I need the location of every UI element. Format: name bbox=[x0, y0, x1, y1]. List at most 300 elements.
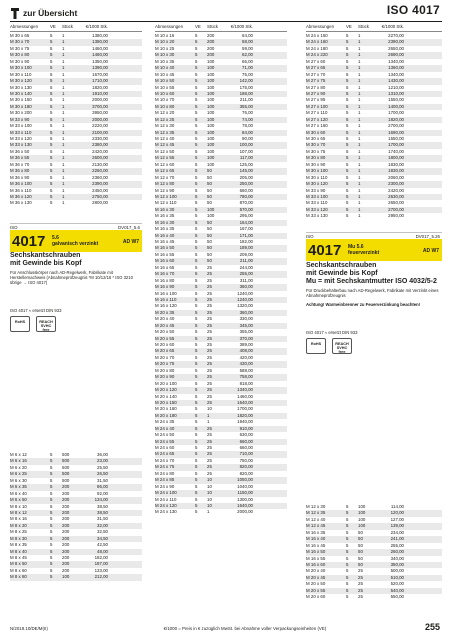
cell-ve: 5 bbox=[50, 45, 53, 51]
cell-dimension: M 16 x 55 bbox=[306, 555, 326, 561]
cell-price: 182,00 bbox=[94, 555, 108, 560]
cell-ve: 5 bbox=[50, 136, 53, 141]
cell-pieces: 50 bbox=[207, 239, 212, 244]
cell-price: 295,00 bbox=[239, 213, 253, 219]
cell-pieces: 1 bbox=[358, 142, 361, 148]
cell-pieces: 50 bbox=[358, 555, 363, 561]
cell-pieces: 25 bbox=[207, 303, 212, 309]
cell-ve: 5 bbox=[195, 187, 198, 193]
cell-price: 32,50 bbox=[97, 529, 108, 535]
cell-dimension: M 33 x 100 bbox=[306, 193, 328, 199]
cell-price: 2100,00 bbox=[92, 129, 108, 135]
cell-pieces: 25 bbox=[207, 322, 212, 328]
header-price: €/1000 Stk. bbox=[85, 23, 108, 29]
cell-ve: 5 bbox=[195, 239, 198, 244]
cell-price: 92,00 bbox=[97, 490, 108, 496]
cell-price: 75,00 bbox=[242, 71, 253, 77]
cell-dimension: M 33 x 130 bbox=[10, 142, 32, 148]
cell-ve: 5 bbox=[346, 206, 349, 212]
cell-ve: 5 bbox=[195, 277, 198, 283]
cell-pieces: 200 bbox=[62, 503, 70, 509]
cell-ve: 5 bbox=[50, 129, 53, 135]
cell-price: 420,00 bbox=[239, 354, 253, 360]
cell-dimension: M 10 x 30 bbox=[155, 52, 175, 58]
cell-pieces: 25 bbox=[207, 367, 212, 373]
cell-ve: 5 bbox=[50, 116, 53, 122]
cell-pieces: 25 bbox=[358, 587, 363, 593]
cell-price: 2750,00 bbox=[92, 193, 108, 199]
cell-dimension: M 30 x 110 bbox=[10, 71, 32, 77]
cell-pieces: 200 bbox=[62, 567, 70, 573]
desc-title: Sechskantschrauben bbox=[10, 252, 81, 259]
cell-price: 2000,00 bbox=[92, 97, 108, 103]
cell-dimension: M 27 x 65 bbox=[306, 65, 326, 71]
cell-dimension: M 30 x 120 bbox=[306, 181, 328, 187]
cell-dimension: M 20 x 60 bbox=[155, 342, 175, 347]
cell-pieces: 100 bbox=[207, 78, 215, 84]
cell-ve: 5 bbox=[195, 232, 198, 238]
cell-price: 1460,00 bbox=[237, 393, 253, 399]
overview-link[interactable] bbox=[10, 6, 77, 20]
cell-dimension: M 12 x 80 bbox=[155, 181, 175, 187]
cell-ve: 5 bbox=[50, 78, 53, 84]
cell-ve: 5 bbox=[50, 542, 53, 548]
cell-ve: 5 bbox=[50, 97, 53, 103]
cell-ve: 5 bbox=[346, 536, 349, 542]
cell-ve: 5 bbox=[346, 542, 349, 548]
desc-title: Sechskantschrauben bbox=[306, 262, 377, 269]
cell-ve: 5 bbox=[346, 90, 349, 96]
cell-ve: 5 bbox=[50, 103, 53, 109]
column-1-bottom bbox=[10, 452, 142, 581]
cell-ve: 5 bbox=[346, 174, 349, 180]
cell-ve: 5 bbox=[50, 161, 53, 167]
cell-dimension: M 24 x 75 bbox=[155, 464, 175, 470]
cell-dimension: M 24 x 80 bbox=[155, 470, 175, 476]
header-dimensions: Abmessungen bbox=[306, 23, 335, 29]
cell-dimension: M 10 x 60 bbox=[155, 90, 175, 96]
cell-price: 164,00 bbox=[239, 219, 253, 225]
cell-ve: 5 bbox=[195, 65, 198, 71]
cell-ve: 5 bbox=[346, 200, 349, 206]
cell-dimension: M 8 x 12 bbox=[10, 509, 27, 515]
cell-ve: 5 bbox=[195, 136, 198, 141]
cell-dimension: M 20 x 50 bbox=[306, 581, 326, 587]
cell-ve: 5 bbox=[195, 464, 198, 470]
cell-dimension: M 6 x 16 bbox=[10, 458, 27, 464]
cell-price: 209,00 bbox=[239, 251, 253, 257]
cell-dimension: M 24 x 50 bbox=[155, 432, 175, 438]
cell-ve: 5 bbox=[346, 529, 349, 535]
cell-price: 1340,00 bbox=[388, 58, 404, 64]
cell-ve: 5 bbox=[346, 516, 349, 522]
cell-ve: 5 bbox=[50, 471, 53, 477]
cell-pieces: 200 bbox=[62, 535, 70, 541]
cell-pieces: 50 bbox=[358, 561, 363, 567]
badge-finish: galvanisch verzinkt bbox=[52, 241, 99, 247]
cell-price: 345,00 bbox=[239, 322, 253, 328]
cell-ve: 5 bbox=[195, 245, 198, 251]
cell-price: 2390,00 bbox=[92, 181, 108, 187]
cell-price: 1040,00 bbox=[237, 483, 253, 489]
cell-ve: 5 bbox=[195, 496, 198, 502]
cell-ve: 5 bbox=[50, 484, 53, 490]
cell-pieces: 10 bbox=[207, 496, 212, 502]
cell-pieces: 1 bbox=[358, 129, 361, 135]
cell-dimension: M 20 x 150 bbox=[155, 399, 177, 405]
cell-ve: 5 bbox=[346, 523, 349, 529]
cell-pieces: 10 bbox=[207, 406, 212, 412]
cell-ve: 5 bbox=[195, 502, 198, 508]
cell-ve: 5 bbox=[195, 483, 198, 489]
cell-dimension: M 8 x 45 bbox=[10, 555, 27, 560]
cell-dimension: M 10 x 80 bbox=[155, 103, 175, 109]
cell-ve: 5 bbox=[346, 129, 349, 135]
cell-price: 1690,00 bbox=[388, 129, 404, 135]
reach-icon: REACH SVHC free bbox=[36, 316, 56, 332]
cell-ve: 5 bbox=[195, 129, 198, 135]
cell-pieces: 1 bbox=[62, 200, 65, 206]
cell-price: 430,00 bbox=[239, 361, 253, 367]
cell-ve: 5 bbox=[195, 322, 198, 328]
cell-price: 134,00 bbox=[94, 497, 108, 503]
cell-dimension: M 24 x 40 bbox=[155, 425, 175, 431]
desc-subtitle-2: Mu = mit Sechskantmutter ISO 4032/5-2 bbox=[306, 278, 437, 285]
cell-dimension: M 12 x 30 bbox=[155, 123, 175, 129]
cell-dimension: M 27 x 90 bbox=[306, 90, 326, 96]
cell-pieces: 100 bbox=[358, 516, 366, 522]
cell-pieces: 500 bbox=[62, 471, 70, 477]
cell-price: 2060,00 bbox=[388, 174, 404, 180]
cell-dimension: M 33 x 110 bbox=[306, 200, 328, 206]
cell-ve: 5 bbox=[346, 33, 349, 38]
cell-ve: 5 bbox=[195, 116, 198, 122]
desc-text: Für Anschlusskörper nach AD-Regelwerk, Fabrikate mit Herstellernachweis (Abnahmeprüfzeugnis *M 10/12/16 * ISO 3210 übrige → ISO 4017) bbox=[10, 270, 133, 286]
cell-price: 211,00 bbox=[239, 258, 253, 264]
norm-title: ISO 4017 bbox=[386, 3, 440, 17]
cell-price: 340,00 bbox=[390, 555, 404, 561]
cell-pieces: 50 bbox=[207, 193, 212, 199]
cell-price: 167,00 bbox=[239, 226, 253, 232]
cell-pieces: 50 bbox=[358, 529, 363, 535]
cell-ve: 5 bbox=[195, 309, 198, 315]
badge-number: 4017 bbox=[308, 241, 342, 259]
cell-ve: 5 bbox=[346, 581, 349, 587]
cell-ve: 5 bbox=[346, 168, 349, 174]
cell-pieces: 50 bbox=[207, 258, 212, 264]
cell-dimension: M 20 x 80 bbox=[155, 367, 175, 373]
cell-pieces: 25 bbox=[207, 284, 212, 290]
cell-ve: 5 bbox=[50, 174, 53, 180]
cell-price: 1830,00 bbox=[388, 168, 404, 174]
cell-dimension: M 16 x 110 bbox=[155, 296, 177, 302]
cell-price: 1380,00 bbox=[92, 39, 108, 45]
cell-price: 660,00 bbox=[239, 187, 253, 193]
cell-ve: 5 bbox=[195, 425, 198, 431]
cell-dimension: M 16 x 40 bbox=[155, 232, 175, 238]
cell-pieces: 50 bbox=[358, 549, 363, 555]
cell-dimension: M 12 x 55 bbox=[155, 155, 175, 161]
cell-price: 710,00 bbox=[239, 451, 253, 457]
cell-pieces: 50 bbox=[207, 200, 212, 206]
cell-pieces: 200 bbox=[62, 484, 70, 490]
cell-dimension: M 12 x 100 bbox=[155, 193, 177, 199]
cell-pieces: 25 bbox=[207, 451, 212, 457]
cell-ve: 5 bbox=[50, 503, 53, 509]
cell-price: 175,00 bbox=[239, 84, 253, 90]
cell-dimension: M 6 x 25 bbox=[10, 471, 27, 477]
cell-price: 26,50 bbox=[97, 471, 108, 477]
cell-dimension: M 12 x 70 bbox=[155, 174, 175, 180]
cell-dimension: M 24 x 130 bbox=[155, 509, 177, 515]
cell-pieces: 100 bbox=[358, 510, 366, 516]
cell-dimension: M 27 x 75 bbox=[306, 78, 326, 84]
cell-dimension: M 27 x 100 bbox=[306, 103, 328, 109]
cell-dimension: M 20 x 100 bbox=[155, 380, 177, 386]
cell-price: 3700,00 bbox=[92, 103, 108, 109]
cell-dimension: M 36 x 50 bbox=[10, 148, 30, 154]
cell-dimension: M 10 x 55 bbox=[155, 84, 175, 90]
cell-price: 630,00 bbox=[239, 432, 253, 438]
cell-ve: 5 bbox=[346, 136, 349, 141]
cell-ve: 5 bbox=[195, 419, 198, 425]
cell-ve: 5 bbox=[50, 90, 53, 96]
cell-dimension: M 6 x 30 bbox=[10, 477, 27, 483]
cell-dimension: M 24 x 110 bbox=[155, 496, 177, 502]
cell-pieces: 50 bbox=[207, 168, 212, 174]
cell-ve: 5 bbox=[50, 509, 53, 515]
cell-price: 2360,00 bbox=[92, 174, 108, 180]
cell-price: 660,00 bbox=[239, 438, 253, 444]
cell-ve: 5 bbox=[195, 161, 198, 167]
cell-pieces: 10 bbox=[207, 502, 212, 508]
cell-price: 1300,00 bbox=[237, 496, 253, 502]
cell-pieces: 100 bbox=[207, 58, 215, 64]
cell-dimension: M 16 x 35 bbox=[306, 529, 326, 535]
cell-ve: 5 bbox=[50, 458, 53, 464]
cell-dimension: M 12 x 30 bbox=[306, 504, 326, 509]
cell-ve: 5 bbox=[346, 549, 349, 555]
cell-price: 1740,00 bbox=[388, 148, 404, 154]
header-price: €/1000 Stk. bbox=[381, 23, 404, 29]
cell-ve: 5 bbox=[195, 399, 198, 405]
cell-dimension: M 27 x 95 bbox=[306, 97, 326, 103]
cell-dimension: M 10 x 50 bbox=[155, 78, 175, 84]
cell-dimension: M 12 x 60 bbox=[155, 161, 175, 167]
cell-pieces: 1 bbox=[62, 110, 65, 116]
cell-dimension: M 20 x 55 bbox=[155, 335, 175, 341]
cell-price: 1390,00 bbox=[92, 65, 108, 71]
column-3-bottom bbox=[306, 504, 442, 601]
cell-ve: 5 bbox=[346, 504, 349, 509]
cell-ve: 5 bbox=[195, 509, 198, 515]
cell-pieces: 1 bbox=[62, 103, 65, 109]
cell-pieces: 25 bbox=[207, 399, 212, 405]
cell-ve: 5 bbox=[50, 193, 53, 199]
cell-pieces: 1 bbox=[207, 419, 210, 425]
cell-pieces: 500 bbox=[62, 452, 70, 457]
cell-dimension: M 36 x 120 bbox=[10, 193, 32, 199]
cell-ve: 5 bbox=[195, 58, 198, 64]
badge-number: 4017 bbox=[12, 232, 46, 250]
header-pieces: Stück bbox=[358, 23, 369, 29]
footer-code: N/2019.10/DE/M(II) bbox=[10, 626, 48, 631]
cell-dimension: M 6 x 50 bbox=[10, 497, 27, 503]
cell-price: 34,50 bbox=[97, 535, 108, 541]
cell-dimension: M 6 x 20 bbox=[10, 464, 27, 470]
cell-ve: 5 bbox=[195, 348, 198, 354]
cell-dimension: M 24 x 90 bbox=[155, 483, 175, 489]
symbols bbox=[10, 316, 142, 332]
cell-ve: 5 bbox=[346, 65, 349, 71]
cell-ve: 5 bbox=[195, 181, 198, 187]
cell-dimension: M 16 x 55 bbox=[155, 251, 175, 257]
cell-ve: 5 bbox=[195, 148, 198, 154]
cell-price: 127,00 bbox=[390, 516, 404, 522]
cell-price: 1050,00 bbox=[237, 477, 253, 483]
cell-pieces: 50 bbox=[207, 251, 212, 257]
cell-pieces: 100 bbox=[207, 90, 215, 96]
cell-pieces: 1 bbox=[358, 71, 361, 77]
cell-price: 2260,00 bbox=[92, 168, 108, 174]
cell-pieces: 25 bbox=[207, 380, 212, 386]
cell-dimension: M 33 x 120 bbox=[306, 206, 328, 212]
cell-dimension: M 27 x 80 bbox=[306, 84, 326, 90]
cell-price: 71,00 bbox=[242, 65, 253, 71]
product-badge-2 bbox=[306, 232, 442, 261]
cell-pieces: 1 bbox=[62, 78, 65, 84]
cell-price: 1710,00 bbox=[92, 78, 108, 84]
cell-pieces: 1 bbox=[62, 174, 65, 180]
cell-dimension: M 33 x 110 bbox=[10, 129, 32, 135]
cell-dimension: M 20 x 70 bbox=[155, 354, 175, 360]
cell-pieces: 1 bbox=[62, 45, 65, 51]
cell-ve: 5 bbox=[50, 567, 53, 573]
cell-dimension: M 10 x 45 bbox=[155, 71, 175, 77]
cell-pieces: 100 bbox=[207, 65, 215, 71]
cell-pieces: 1 bbox=[358, 116, 361, 122]
cell-ve: 5 bbox=[50, 155, 53, 161]
rohs-icon: RoHS bbox=[306, 338, 326, 354]
cell-pieces: 25 bbox=[358, 568, 363, 574]
cell-pieces: 1 bbox=[62, 123, 65, 129]
cell-pieces: 1 bbox=[62, 116, 65, 122]
cell-ve: 5 bbox=[50, 71, 53, 77]
cell-price: 389,00 bbox=[239, 342, 253, 347]
cell-price: 355,00 bbox=[239, 329, 253, 335]
cell-dimension: M 30 x 90 bbox=[306, 161, 326, 167]
cell-ve: 5 bbox=[195, 432, 198, 438]
cell-price: 117,00 bbox=[239, 155, 253, 161]
cell-pieces: 50 bbox=[207, 181, 212, 187]
cell-pieces: 1 bbox=[62, 33, 65, 38]
cell-pieces: 25 bbox=[207, 290, 212, 296]
cell-pieces: 25 bbox=[207, 271, 212, 277]
cell-ve: 5 bbox=[195, 110, 198, 116]
cell-price: 1550,00 bbox=[388, 136, 404, 141]
cell-dimension: M 8 x 16 bbox=[10, 516, 27, 522]
cell-pieces: 1 bbox=[62, 90, 65, 96]
cell-dimension: M 20 x 90 bbox=[155, 374, 175, 380]
cell-dimension: M 30 x 70 bbox=[10, 39, 30, 45]
cell-pieces: 1 bbox=[358, 193, 361, 199]
cell-dimension: M 16 x 45 bbox=[306, 542, 326, 548]
cell-dimension: M 30 x 65 bbox=[10, 33, 30, 38]
cell-dimension: M 16 x 100 bbox=[155, 290, 177, 296]
column-2 bbox=[155, 24, 287, 516]
footer-note: €/1000 = Preis in € zuzüglich MwSt. bei Abnahme voller Verpackungseinheiten (VE) bbox=[163, 626, 327, 631]
cell-dimension: M 36 x 110 bbox=[10, 187, 32, 193]
cell-pieces: 1 bbox=[358, 187, 361, 193]
cell-pieces: 25 bbox=[207, 457, 212, 463]
cell-ve: 5 bbox=[50, 452, 53, 457]
cell-pieces: 25 bbox=[207, 425, 212, 431]
cell-pieces: 1 bbox=[358, 155, 361, 161]
cell-ve: 5 bbox=[195, 361, 198, 367]
price-table-2 bbox=[155, 33, 287, 516]
cell-ve: 5 bbox=[346, 142, 349, 148]
cell-ve: 5 bbox=[195, 451, 198, 457]
cell-pieces: 50 bbox=[207, 245, 212, 251]
cell-price: 25,50 bbox=[97, 464, 108, 470]
cell-ve: 5 bbox=[195, 271, 198, 277]
cell-ve: 5 bbox=[50, 522, 53, 528]
cell-dimension: M 30 x 60 bbox=[306, 129, 326, 135]
cell-pieces: 25 bbox=[358, 581, 363, 587]
desc-subtitle: mit Gewinde bis Kopf bbox=[10, 260, 82, 267]
header-ve: VE bbox=[195, 23, 201, 29]
cell-ve: 5 bbox=[50, 142, 53, 148]
cell-price: 74,00 bbox=[242, 116, 253, 122]
header-dimensions: Abmessungen bbox=[155, 23, 184, 29]
cell-price: 910,00 bbox=[239, 425, 253, 431]
footer bbox=[10, 626, 442, 631]
table-row bbox=[10, 200, 142, 206]
cell-pieces: 1 bbox=[62, 129, 65, 135]
cell-price: 62,00 bbox=[242, 52, 253, 58]
cell-pieces: 200 bbox=[207, 33, 215, 38]
cell-ve: 5 bbox=[346, 193, 349, 199]
cell-pieces: 200 bbox=[62, 497, 70, 503]
desc-subtitle: mit Gewinde bis Kopf bbox=[306, 270, 378, 277]
cell-price: 758,00 bbox=[239, 374, 253, 380]
cell-price: 86,00 bbox=[97, 484, 108, 490]
cell-ve: 5 bbox=[195, 174, 198, 180]
cell-price: 2330,00 bbox=[92, 136, 108, 141]
cell-price: 1820,00 bbox=[388, 116, 404, 122]
cell-price: 241,00 bbox=[390, 536, 404, 542]
reach-icon: REACH SVHC free bbox=[332, 338, 352, 354]
cell-ve: 5 bbox=[346, 78, 349, 84]
badge-header bbox=[306, 232, 442, 239]
cell-pieces: 200 bbox=[207, 52, 215, 58]
header-ve: VE bbox=[50, 23, 56, 29]
cell-pieces: 200 bbox=[62, 522, 70, 528]
cell-dimension: M 30 x 140 bbox=[10, 90, 32, 96]
badge-grade: 5.6 bbox=[52, 235, 59, 241]
cell-dimension: M 6 x 12 bbox=[10, 452, 27, 457]
cell-pieces: 25 bbox=[207, 470, 212, 476]
cell-dimension: M 10 x 25 bbox=[155, 45, 175, 51]
cell-pieces: 1 bbox=[62, 65, 65, 71]
cell-ve: 5 bbox=[195, 97, 198, 103]
cell-price: 540,00 bbox=[390, 587, 404, 593]
badge-iso: ISO bbox=[306, 234, 314, 239]
cell-pieces: 1 bbox=[62, 142, 65, 148]
cell-price: 84,00 bbox=[242, 129, 253, 135]
cell-price: 255,00 bbox=[390, 542, 404, 548]
cell-dimension: M 8 x 25 bbox=[10, 529, 27, 535]
